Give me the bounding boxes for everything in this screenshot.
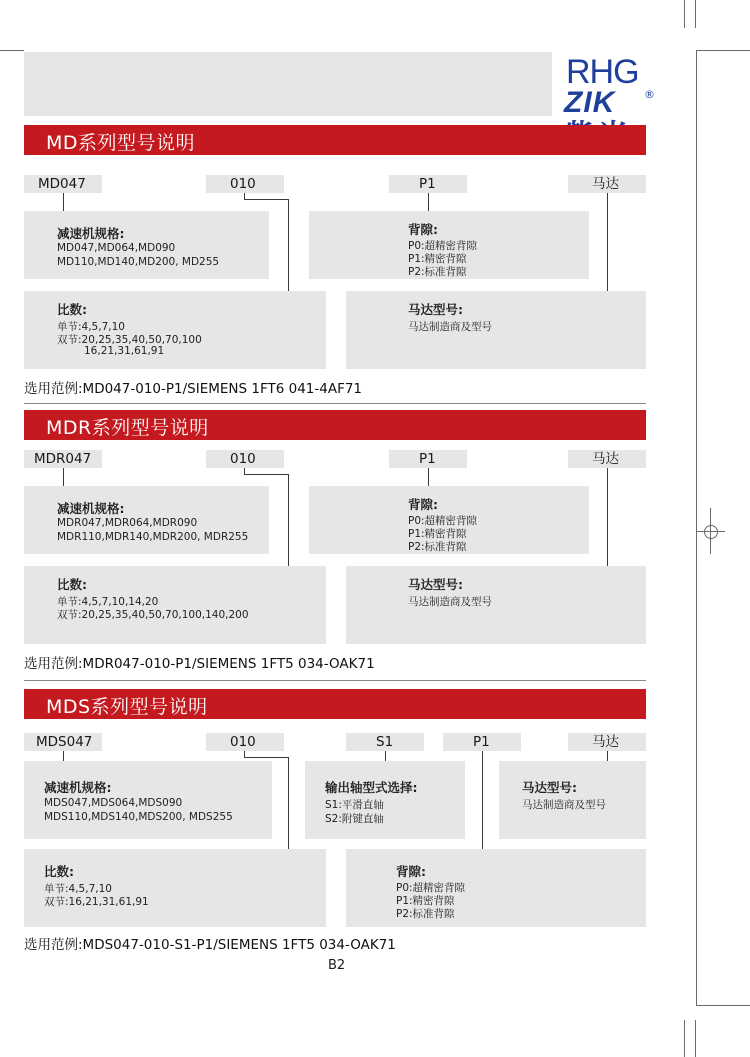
md-ratio-line: 单节:4,5,7,10 (57, 321, 125, 333)
md-ratio-title: 比数: (57, 302, 87, 317)
md-motor-title: 马达型号: (408, 302, 463, 317)
mds-backlash-line: P2:标准背隙 (396, 908, 455, 920)
crop-mark (0, 50, 24, 51)
mds-code-backlash (443, 733, 521, 751)
mds-backlash-title: 背隙: (396, 864, 426, 879)
crop-mark (695, 0, 696, 28)
mds-connector (385, 751, 386, 761)
md-spec-title: 减速机规格: (57, 226, 125, 241)
mds-section-title: MDS系列型号说明 (46, 696, 208, 718)
registration-circle (704, 525, 718, 539)
mds-code-shaft (346, 733, 424, 751)
mdr-example: 选用范例:MDR047-010-P1/SIEMENS 1FT5 034-OAK71 (24, 656, 375, 672)
mds-code-model-text: MDS047 (36, 734, 93, 750)
crop-mark (696, 50, 750, 51)
md-spec-line: MD110,MD140,MD200, MD255 (57, 256, 220, 268)
mdr-section-title: MDR系列型号说明 (46, 417, 209, 439)
crop-mark (696, 1005, 750, 1006)
md-code-model (24, 175, 102, 193)
mdr-code-backlash (389, 450, 467, 468)
logo-rhg: RHG (566, 53, 639, 91)
md-backlash-title: 背隙: (408, 222, 438, 237)
mds-connector (63, 751, 64, 761)
mds-example: 选用范例:MDS047-010-S1-P1/SIEMENS 1FT5 034-OAK71 (24, 937, 396, 953)
mdr-motor-line: 马达制造商及型号 (408, 596, 492, 608)
mds-spec-box (24, 761, 272, 839)
mds-code-motor (568, 733, 646, 751)
mds-motor-box (499, 761, 646, 839)
mds-code-ratio-text: 010 (230, 734, 256, 750)
mdr-spec-title: 减速机规格: (57, 501, 125, 516)
mdr-spec-line: MDR110,MDR140,MDR200, MDR255 (57, 531, 249, 543)
section-divider (24, 403, 646, 404)
mdr-backlash-line: P1:精密背隙 (408, 528, 467, 540)
mds-motor-title: 马达型号: (522, 780, 577, 795)
mds-motor-line: 马达制造商及型号 (522, 799, 606, 811)
md-connector (63, 193, 64, 211)
mdr-connector (244, 474, 289, 475)
header-band (24, 52, 552, 116)
mds-shaft-line: S2:附键直轴 (325, 813, 384, 825)
mdr-connector (607, 468, 608, 566)
crop-mark (695, 1020, 696, 1057)
mds-ratio-box (24, 849, 326, 927)
mdr-spec-line: MDR047,MDR064,MDR090 (57, 517, 198, 529)
mdr-motor-title: 马达型号: (408, 577, 463, 592)
mds-code-backlash-text: P1 (473, 734, 490, 750)
md-ratio-box (24, 291, 326, 369)
md-motor-box (346, 291, 646, 369)
md-backlash-line: P2:标准背隙 (408, 266, 467, 278)
mdr-code-ratio-text: 010 (230, 451, 256, 467)
mds-ratio-title: 比数: (44, 864, 74, 879)
mds-shaft-line: S1:平滑直轴 (325, 799, 384, 811)
md-section-title: MD系列型号说明 (46, 132, 196, 154)
md-code-motor-text: 马达 (592, 176, 619, 192)
mdr-code-motor-text: 马达 (592, 451, 619, 467)
mds-connector (244, 757, 289, 758)
mdr-backlash-line: P2:标准背隙 (408, 541, 467, 553)
section-divider (24, 680, 646, 681)
registered-mark: ® (644, 88, 655, 101)
md-section-banner (24, 125, 646, 155)
mdr-connector (63, 468, 64, 486)
mdr-backlash-title: 背隙: (408, 497, 438, 512)
md-spec-box (24, 211, 269, 279)
md-connector (288, 199, 289, 291)
md-backlash-box (309, 211, 589, 279)
md-connector (244, 199, 289, 200)
md-code-backlash-text: P1 (419, 176, 436, 192)
mdr-ratio-line: 单节:4,5,7,10,14,20 (57, 596, 159, 608)
crop-mark (684, 0, 685, 28)
mdr-backlash-box (309, 486, 589, 554)
mds-connector (607, 751, 608, 761)
md-code-ratio (206, 175, 284, 193)
mds-ratio-line: 单节:4,5,7,10 (44, 883, 112, 895)
mdr-connector (428, 468, 429, 486)
mdr-ratio-line: 双节:20,25,35,40,50,70,100,140,200 (57, 609, 249, 621)
md-ratio-line: 双节:20,25,35,40,50,70,100 (57, 334, 202, 346)
md-code-backlash (389, 175, 467, 193)
mds-ratio-line: 双节:16,21,31,61,91 (44, 896, 149, 908)
md-ratio-line: 16,21,31,61,91 (84, 345, 165, 357)
mds-code-motor-text: 马达 (592, 734, 619, 750)
md-connector (428, 193, 429, 211)
md-code-ratio-text: 010 (230, 176, 256, 192)
mdr-code-motor (568, 450, 646, 468)
mdr-code-ratio (206, 450, 284, 468)
md-example: 选用范例:MD047-010-P1/SIEMENS 1FT6 041-4AF71 (24, 381, 363, 397)
mds-backlash-line: P1:精密背隙 (396, 895, 455, 907)
md-code-model-text: MD047 (38, 176, 86, 192)
mdr-connector (288, 474, 289, 566)
mds-section-banner (24, 689, 646, 719)
mdr-ratio-box (24, 566, 326, 644)
md-backlash-line: P1:精密背隙 (408, 253, 467, 265)
mds-backlash-line: P0:超精密背隙 (396, 882, 466, 894)
mdr-code-model (24, 450, 102, 468)
mds-spec-title: 减速机规格: (44, 780, 112, 795)
mdr-code-backlash-text: P1 (419, 451, 436, 467)
mdr-section-banner (24, 410, 646, 440)
mds-backlash-box (346, 849, 646, 927)
mdr-motor-box (346, 566, 646, 644)
md-spec-line: MD047,MD064,MD090 (57, 242, 176, 254)
crop-mark (696, 50, 697, 1005)
logo-zik: ZIK (564, 86, 616, 119)
mds-shaft-box (305, 761, 465, 839)
mds-shaft-title: 输出轴型式选择: (325, 780, 418, 795)
mdr-backlash-line: P0:超精密背隙 (408, 515, 478, 527)
mdr-code-model-text: MDR047 (34, 451, 92, 467)
mds-code-shaft-text: S1 (376, 734, 394, 750)
crop-mark (684, 1020, 685, 1057)
md-motor-line: 马达制造商及型号 (408, 321, 492, 333)
mds-code-ratio (206, 733, 284, 751)
md-code-motor (568, 175, 646, 193)
mds-connector (482, 751, 483, 849)
page-number: B2 (328, 958, 346, 973)
mdr-ratio-title: 比数: (57, 577, 87, 592)
mdr-spec-box (24, 486, 269, 554)
md-backlash-line: P0:超精密背隙 (408, 240, 478, 252)
mds-spec-line: MDS110,MDS140,MDS200, MDS255 (44, 811, 233, 823)
mds-connector (288, 757, 289, 849)
mds-spec-line: MDS047,MDS064,MDS090 (44, 797, 183, 809)
md-connector (607, 193, 608, 291)
mds-code-model (24, 733, 102, 751)
